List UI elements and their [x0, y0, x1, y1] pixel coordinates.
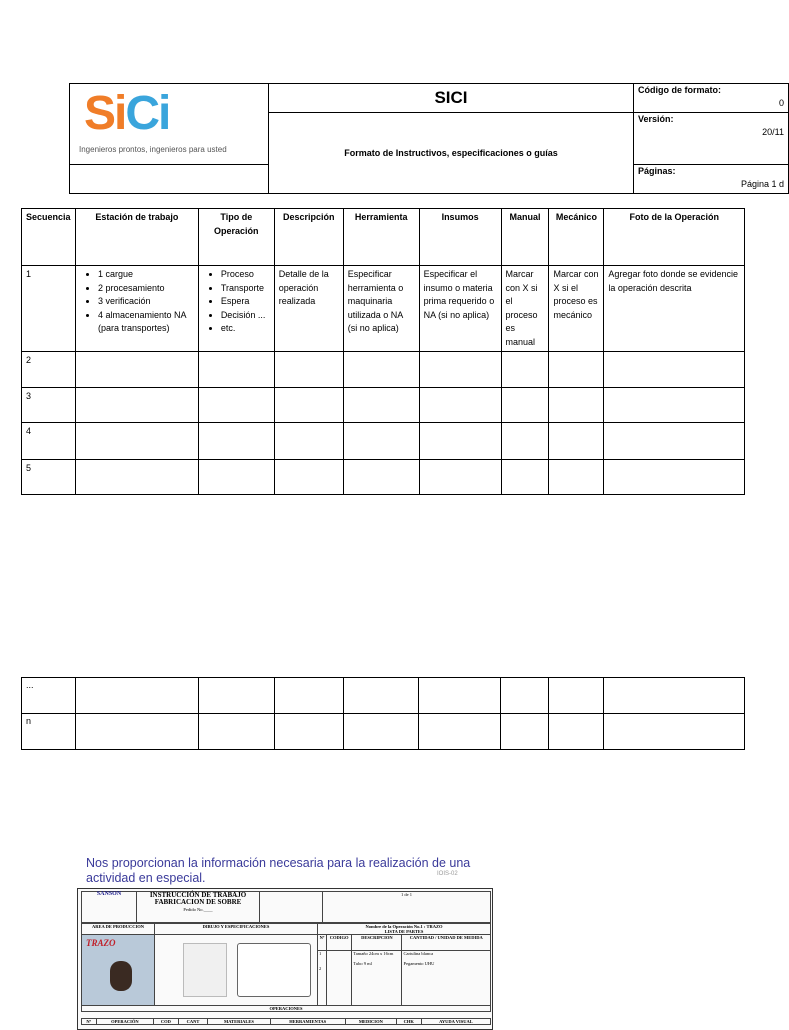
example-ops-col: HERRAMIENTAS	[270, 1019, 345, 1025]
example-sketch	[155, 935, 318, 1006]
seq-cell: 5	[22, 460, 76, 495]
table-row	[22, 460, 745, 495]
example-photo	[82, 935, 155, 1006]
meta-label: Código de formato:	[638, 85, 721, 95]
list-item: • 2 procesamiento	[98, 282, 194, 296]
example-ops-col: MATERIALES	[208, 1019, 270, 1025]
example-caption: Nos proporcionan la información necesaria para la realización de una actividad en especial.	[86, 856, 471, 885]
example-ops-col: CANT	[178, 1019, 208, 1025]
col-header: Estación de trabajo	[75, 209, 198, 266]
list-item: • Transporte	[221, 282, 270, 296]
envelope-sketch	[183, 943, 227, 997]
mechanic-cell: Marcar con X si el proceso es mecánico	[549, 266, 604, 352]
example-opname-text: Nombre de la Operación No.1 : TRAZO	[365, 924, 443, 929]
type-cell	[198, 266, 274, 352]
example-opname	[318, 924, 491, 935]
example-ops-col: CHK	[396, 1019, 421, 1025]
example-image	[75, 852, 495, 1024]
example-col: CANTIDAD / UNIDAD DE MEDIDA	[402, 935, 491, 951]
document-title: SICI	[269, 84, 634, 113]
meta-value: 20/11	[762, 127, 784, 137]
example-col: Nº	[318, 935, 327, 951]
example-part2-unit: Pegamento UHU	[403, 961, 435, 966]
example-title-text: INSTRUCCIÓN DE TRABAJO FABRICACION DE SOBRE	[149, 891, 247, 906]
table-row	[22, 423, 745, 460]
meta-value: Página 1 d	[740, 179, 784, 189]
list-item: • etc.	[221, 322, 270, 336]
meta-value: 0	[778, 98, 784, 108]
table-row	[22, 388, 745, 423]
document-subtitle: Formato de Instructivos, especificaciones o guías	[269, 113, 634, 194]
example-ops-col: Nº	[82, 1019, 97, 1025]
example-part1: Tamaño 24cm x 16cm	[353, 951, 394, 956]
example-part2: Tubo 9 ml	[353, 961, 372, 966]
person-shape	[110, 961, 132, 991]
example-document	[77, 888, 493, 1030]
list-item: • Proceso	[221, 268, 270, 282]
description-cell: Detalle de la operación realizada	[274, 266, 343, 352]
example-ops-col: OPERACIÓN	[96, 1019, 154, 1025]
example-brand: SANSON	[82, 892, 137, 923]
list-item: • 3 verificación	[98, 295, 194, 309]
table-row	[22, 352, 745, 388]
logo-tagline: Ingenieros prontos, ingenieros para usted	[79, 145, 227, 154]
example-parts-title: LISTA DE PARTES	[384, 929, 424, 934]
example-area: AREA DE PRODUCCION	[82, 924, 155, 935]
example-part1-unit: Cartulina blanca	[403, 951, 434, 956]
header-table	[69, 83, 789, 194]
station-cell	[75, 266, 198, 352]
col-header: Manual	[501, 209, 549, 266]
seq-cell: 4	[22, 423, 76, 460]
list-item: • Decisión ...	[221, 309, 270, 323]
example-page: 1 de 1	[323, 892, 491, 923]
example-part-unit	[402, 951, 491, 1006]
example-col: CODIGO	[327, 935, 352, 951]
sici-logo: SiCi	[84, 87, 170, 140]
seq-cell: ...	[22, 678, 76, 714]
col-header: Secuencia	[22, 209, 76, 266]
col-header: Insumos	[419, 209, 501, 266]
col-header: Mecánico	[549, 209, 604, 266]
example-col: DESCRIPCION	[352, 935, 402, 951]
supplies-cell: Especificar el insumo o materia prima requerido o NA (si no aplica)	[419, 266, 501, 352]
example-code: IOIS-02	[437, 871, 458, 877]
example-ops-table	[81, 1018, 491, 1025]
tool-cell: Especificar herramienta o maquinaria utilizada o NA (si no aplica)	[343, 266, 419, 352]
col-header: Tipo de Operación	[198, 209, 274, 266]
example-part-desc	[352, 951, 402, 1006]
example-ops-title: OPERACIONES	[82, 1006, 491, 1012]
example-doc-title	[137, 892, 260, 923]
col-header: Foto de la Operación	[604, 209, 745, 266]
table-row	[22, 714, 745, 750]
example-photo-label: TRAZO	[86, 938, 116, 948]
spec-box	[237, 943, 311, 997]
example-doc-header	[81, 891, 491, 923]
table-row	[22, 678, 745, 714]
list-item: • 4 almacenamiento NA (para transportes)	[98, 309, 194, 336]
example-ops-col: AYUDA VISUAL	[421, 1019, 490, 1025]
meta-label: Versión:	[638, 114, 674, 124]
col-header: Herramienta	[343, 209, 419, 266]
example-ops-col: COD	[154, 1019, 179, 1025]
photo-cell: Agregar foto donde se evidencie la operación descrita	[604, 266, 745, 352]
meta-label: Páginas:	[638, 166, 676, 176]
example-doc-body: AREA DE PRODUCCION DIBUJO Y ESPECIFICACIONES Nombre de la Operación No.1 : TRAZO LISTA DE PARTES TRAZO Nº CODIGO DESCRIPCION CANTIDAD / UNIDAD DE MEDIDA 1 2 Tamaño 24cm x 16cm Tubo 9 ml Cartulina blanca Pegamento UHU OPERACIONES	[81, 923, 491, 1012]
seq-cell: 1	[22, 266, 76, 352]
seq-cell: 2	[22, 352, 76, 388]
table-row	[22, 266, 745, 352]
example-pedido: Pedido No.____	[183, 907, 213, 912]
meta-pages	[634, 165, 789, 194]
seq-cell: n	[22, 714, 76, 750]
operations-table	[21, 208, 745, 495]
continuation-table	[21, 677, 745, 750]
list-item: • 1 cargue	[98, 268, 194, 282]
meta-version	[634, 113, 789, 165]
meta-format-code	[634, 84, 789, 113]
seq-cell: 3	[22, 388, 76, 423]
col-header: Descripción	[274, 209, 343, 266]
example-dibujo: DIBUJO Y ESPECIFICACIONES	[155, 924, 318, 935]
example-ops-col: MEDICION	[345, 1019, 396, 1025]
list-item: • Espera	[221, 295, 270, 309]
table-header-row	[22, 209, 745, 266]
logo-cell	[70, 84, 269, 165]
manual-cell: Marcar con X si el proceso es manual	[501, 266, 549, 352]
